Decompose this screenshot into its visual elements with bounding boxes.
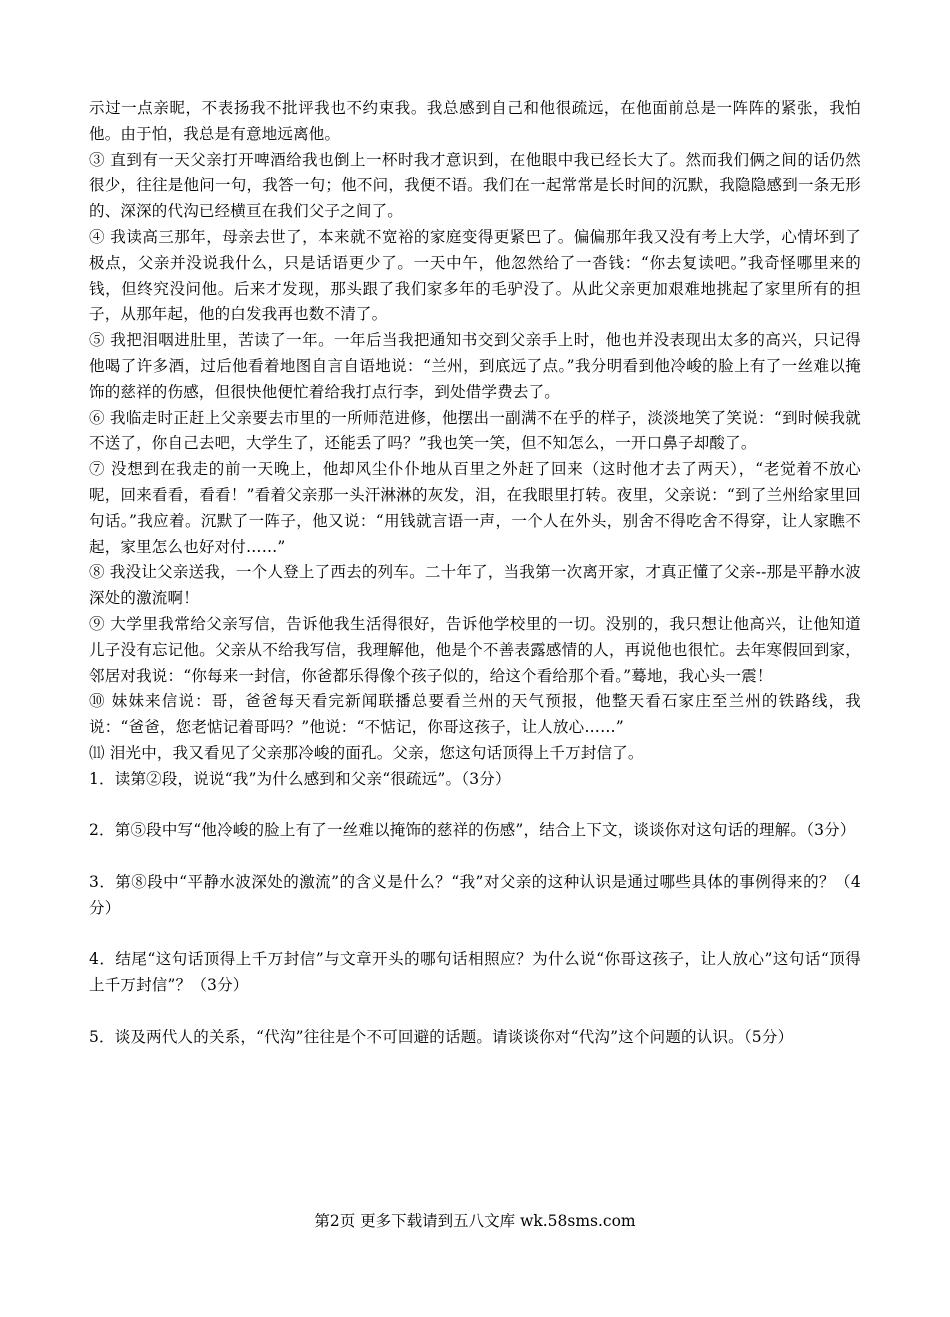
question-list [89,767,861,1051]
article-body [89,96,861,767]
paragraph-6: ⑥ 我临走时正赶上父亲要去市里的一所师范进修，他摆出一副满不在乎的样子，淡淡地笑了笑说：“到时候我就不送了，你自己去吧，大学生了，还能丢了吗？”我也笑一笑，但不知怎么，一开口鼻子却酸了。 [89,408,861,453]
paragraph-10: ⑩ 妹妹来信说：哥，爸爸每天看完新闻联播总要看兰州的天气预报，他整天看石家庄至兰州的铁路线，我说：“爸爸，您老惦记着哥吗？”他说：“不惦记，你哥这孩子，让人放心……” [89,692,861,737]
question-1: 1．读第②段，说说“我”为什么感到和父亲“很疏远”。（3分） [89,769,511,788]
paragraph-2-continued: 示过一点亲昵，不表扬我不批评我也不约束我。我总感到自己和他很疏远，在他面前总是一阵阵的紧张，我怕他。由于怕，我总是有意地远离他。 [89,99,861,143]
document-page [89,96,861,1050]
page-footer: 第2页 更多下载请到五八文库 wk.58sms.com [314,1212,636,1230]
paragraph-11: ⑾ 泪光中，我又看见了父亲那冷峻的面孔。父亲，您这句话顶得上千万封信了。 [89,743,644,762]
question-5: 5．谈及两代人的关系，“代沟”往往是个不可回避的话题。请谈谈你对“代沟”这个问题的认识。（5分） [89,1027,794,1046]
paragraph-4: ④ 我读高三那年，母亲去世了，本来就不宽裕的家庭变得更紧巴了。偏偏那年我又没有考上大学，心情坏到了极点，父亲并没说我什么，只是话语更少了。一天中午，他忽然给了一沓钱：“你去复读吧。”我奇怪哪里来的钱，但终究没问他。后来才发现，那头跟了我们家多年的毛驴没了。从此父亲更加艰难地挑起了家里所有的担子，从那年起，他的白发我再也数不清了。 [89,227,861,324]
question-2: 2．第⑤段中写“他冷峻的脸上有了一丝难以掩饰的慈祥的伤感”，结合上下文，谈谈你对这句话的理解。（3分） [89,821,856,840]
paragraph-5: ⑤ 我把泪咽进肚里，苦读了一年。一年后当我把通知书交到父亲手上时，他也并没表现出太多的高兴，只记得他喝了许多酒，过后他看着地图自言自语地说：“兰州，到底远了点。”我分明看到他冷峻的脸上有了一丝难以掩饰的慈祥的伤感，但很快他便忙着给我打点行李，到处借学费去了。 [89,331,861,401]
question-3: 3．第⑧段中“平静水波深处的激流”的含义是什么？“我”对父亲的这种认识是通过哪些具体的事例得来的？（4分） [89,872,861,917]
paragraph-7: ⑦ 没想到在我走的前一天晚上，他却风尘仆仆地从百里之外赶了回来（这时他才去了两天），“老觉着不放心呢，回来看看，看看！”看着父亲那一头汗淋淋的灰发，泪，在我眼里打转。夜里，父亲说：“到了兰州给家里回句话。”我应着。沉默了一阵子，他又说：“用钱就言语一声，一个人在外头，别舍不得吃舍不得穿，让人家瞧不起，家里怎么也好对付……” [89,460,861,556]
paragraph-8: ⑧ 我没让父亲送我，一个人登上了西去的列车。二十年了，当我第一次离开家，才真正懂了父亲--那是平静水波深处的激流啊！ [89,563,861,608]
paragraph-3: ③ 直到有一天父亲打开啤酒给我也倒上一杯时我才意识到，在他眼中我已经长大了。然而我们俩之间的话仍然很少，往往是他问一句，我答一句；他不问，我便不语。我们在一起常常是长时间的沉默，我隐隐感到一条无形的、深深的代沟已经横亘在我们父子之间了。 [89,150,861,221]
paragraph-9: ⑨ 大学里我常给父亲写信，告诉他我生活得很好，告诉他学校里的一切。没别的，我只想让他高兴，让他知道儿子没有忘记他。父亲从不给我写信，我理解他，他是个不善表露感情的人，再说他也很忙。去年寒假回到家，邻居对我说：“你每来一封信，你爸都乐得像个孩子似的，给这个看给那个看。”蓦地，我心头一震！ [89,614,861,685]
question-4: 4．结尾“这句话顶得上千万封信”与文章开头的哪句话相照应？为什么说“你哥这孩子，让人放心”这句话“顶得上千万封信”？（3分） [89,950,861,995]
